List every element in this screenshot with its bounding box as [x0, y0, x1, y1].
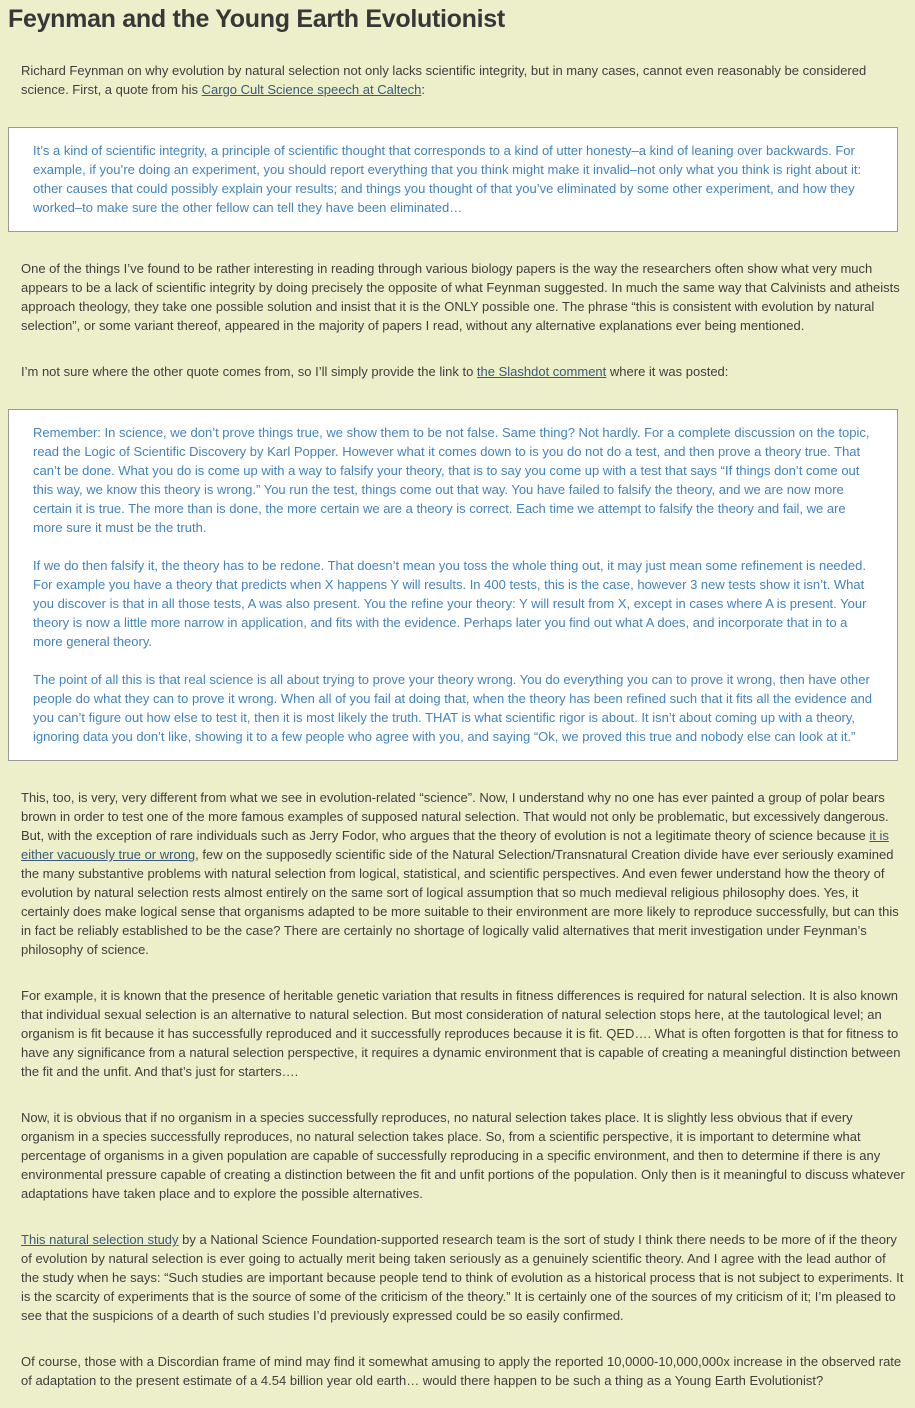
- page-title: Feynman and the Young Earth Evolutionist: [8, 5, 505, 33]
- inline-link[interactable]: Cargo Cult Science speech at Caltech: [201, 82, 422, 97]
- paragraph: Now, it is obvious that if no organism in a species successfully reproduces, no natural selection takes place. It is slightly less obvious that if every organism in a species successfully reproduces, no natural selection takes place. So, from a scientific perspective, it is important to determine what percentage of organisms in a given population are capable of successfully reproducing in a specific environment, and then to determine if there is any environmental pressure capable of creating a distinction between the fit and unfit portions of the population. Only then is it meaningful to discuss whatever adaptations have taken place and to explore the possible alternatives.: [21, 1110, 905, 1201]
- paragraph: This, too, is very, very different from what we see in evolution-related “science”. Now, I understand why no one has ever painted a group of polar bears brown in order to test one of the more famous examples of supposed natural selection. That would not only be problematic, but excessively dangerous. But, with the exception of rare individuals such as Jerry Fodor, who argues that the theory of evolution is not a legitimate theory of science because it is either vacuously true or wrong, few on the supposedly scientific side of the Natural Selection/Transnatural Creation divide have ever seriously examined the many substantive problems with natural selection from logical, statistical, and scientific perspectives. And even fewer understand how the theory of evolution by natural selection rests almost entirely on the same sort of logical assumption that so much medieval religious philosophy does. Yes, it certainly does make logical sense that organisms adapted to be more suitable to their environment are more likely to reproduce successfully, but can this in fact be reliably established to be the case? There are certainly no shortage of logically valid alternatives that merit investigation under Feynman’s philosophy of science.: [21, 790, 899, 957]
- blockquote-paragraph: It’s a kind of scientific integrity, a principle of scientific thought that corresponds to a kind of utter honesty–a kind of leaning over backwards. For example, if you’re doing an experiment, you should report everything that you think might make it invalid–not only what you think is right about it: other causes that could possibly explain your results; and things you thought of that you’ve eliminated by some other experiment, and how they worked–to make sure the other fellow can tell they have been eliminated…: [33, 143, 862, 215]
- blockquote-paragraph: If we do then falsify it, the theory has to be redone. That doesn’t mean you toss the whole thing out, it may just mean some refinement is needed. For example you have a theory that predicts when X happens Y will results. In 400 tests, this is the case, however 3 new tests show it isn’t. What you discover is that in all those tests, A was also present. You the refine your theory: Y will result from X, except in cases where A is present. Your theory is now a little more narrow in application, and fits with the evidence. Perhaps later you find out what A does, and incorporate that in to a more general theory.: [33, 558, 867, 649]
- blockquote-paragraph: The point of all this is that real science is all about trying to prove your theory wrong. You do everything you can to prove it wrong, then have other people do what they can to prove it wrong. When all of you fail at doing that, when the theory has been refined such that it fits all the evidence and you can’t figure out how else to test it, then it is most likely the truth. THAT is what scientific rigor is about. It isn’t about coming up with a theory, ignoring data you don’t like, showing it to a few people who agree with you, and saying “Ok, we proved this true and nobody else can look at it.”: [33, 672, 873, 744]
- paragraph: Of course, those with a Discordian frame of mind may find it somewhat amusing to apply the reported 10,0000-10,000,000x increase in the observed rate of adaptation to the present estimate of a 4.54 billion year old earth… would there happen to be such a thing as a Young Earth Evolutionist?: [21, 1354, 902, 1388]
- inline-link[interactable]: it is either vacuously true or wrong: [21, 828, 889, 862]
- inline-link[interactable]: This natural selection study: [21, 1232, 179, 1247]
- inline-link[interactable]: the Slashdot comment: [476, 364, 607, 379]
- paragraph: One of the things I’ve found to be rather interesting in reading through various biology papers is the way the researchers often show what very much appears to be a lack of scientific integrity by doing precisely the opposite of what Feynman suggested. In much the same way that Calvinists and atheists approach theology, they take one possible solution and insist that it is the ONLY possible one. The phrase “this is consistent with evolution by natural selection”, or some variant thereof, appeared in the majority of papers I read, without any alternative explanations ever being mentioned.: [21, 261, 900, 333]
- paragraph: Richard Feynman on why evolution by natural selection not only lacks scientific integrity, but in many cases, cannot even reasonably be considered science. First, a quote from his Cargo Cult Science speech at Caltech:: [21, 63, 867, 97]
- blockquote: [8, 127, 898, 232]
- blockquote-paragraph: Remember: In science, we don’t prove things true, we show them to be not false. Same thing? Not hardly. For a complete discussion on the topic, read the Logic of Scientific Discovery by Karl Popper. However what it comes down to is you do not do a test, and then prove a theory true. That can’t be done. What you do is come up with a way to falsify your theory, that is to say you come up with a test that says “If things don’t come out this way, we know this theory is wrong.” You run the test, things come out that way. You have failed to falsify the theory, and we are now more certain it is true. The more than is done, the more certain we are a theory is correct. Each time we attempt to falsify the theory and fail, we are more sure it must be the truth.: [33, 425, 870, 535]
- article-body: [8, 61, 907, 1390]
- paragraph: I’m not sure where the other quote comes from, so I’ll simply provide the link to the Slashdot comment where it was posted:: [21, 364, 729, 379]
- blockquote: [8, 409, 898, 761]
- paragraph: This natural selection study by a National Science Foundation-supported research team is the sort of study I think there needs to be more of if the theory of evolution by natural selection is ever going to actually merit being taken seriously as a genuinely scientific theory. And I agree with the lead author of the study when he says: “Such studies are important because people tend to think of evolution as a historical process that is not subject to experiments. It is the scarcity of experiments that is the source of some of the criticism of the theory.” It is certainly one of the sources of my criticism of it; I’m pleased to see that the suspicions of a dearth of such studies I’d previously expressed could be so easily confirmed.: [21, 1232, 904, 1323]
- paragraph: For example, it is known that the presence of heritable genetic variation that results in fitness differences is required for natural selection. It is also known that individual sexual selection is an alternative to natural selection. But most consideration of natural selection stops here, at the tautological level; an organism is fit because it has successfully reproduced and it successfully reproduces because it is fit. QED…. What is often forgotten is that for fitness to have any significance from a natural selection perspective, it requires a dynamic environment that is capable of creating a meaningful distinction between the fit and the unfit. And that’s just for starters….: [21, 988, 901, 1079]
